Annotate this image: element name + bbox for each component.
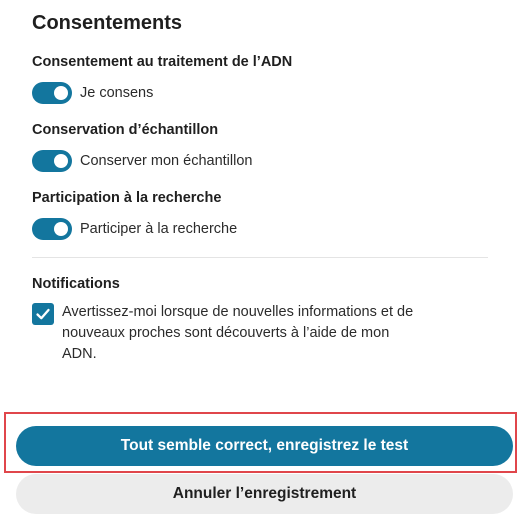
notifications-checkbox[interactable] — [32, 303, 54, 325]
dna-consent-toggle[interactable] — [32, 82, 72, 104]
dna-consent-heading: Consentement au traitement de l’ADN — [32, 54, 293, 70]
sample-storage-toggle[interactable] — [32, 150, 72, 172]
research-label: Participer à la recherche — [80, 221, 238, 237]
research-toggle[interactable] — [32, 218, 72, 240]
cancel-registration-button[interactable]: Annuler l’enregistrement — [16, 474, 513, 514]
research-row — [32, 218, 237, 240]
dna-consent-row — [32, 82, 153, 104]
sample-storage-row — [32, 150, 252, 172]
research-heading: Participation à la recherche — [32, 190, 222, 206]
notifications-checkbox-label: Avertissez-moi lorsque de nouvelles informations et de nouveaux proches sont découverts à l’aide de mon ADN. — [62, 304, 414, 362]
checkmark-icon — [35, 306, 51, 322]
save-test-button[interactable]: Tout semble correct, enregistrez le test — [16, 426, 513, 466]
dna-consent-label: Je consens — [80, 85, 154, 101]
sample-storage-label: Conserver mon échantillon — [80, 153, 253, 169]
section-title: Consentements — [32, 12, 183, 34]
toggle-knob — [54, 222, 68, 236]
toggle-knob — [54, 86, 68, 100]
divider — [32, 257, 488, 258]
notifications-heading: Notifications — [32, 276, 120, 292]
notifications-row — [32, 303, 422, 365]
sample-storage-heading: Conservation d’échantillon — [32, 122, 219, 138]
toggle-knob — [54, 154, 68, 168]
